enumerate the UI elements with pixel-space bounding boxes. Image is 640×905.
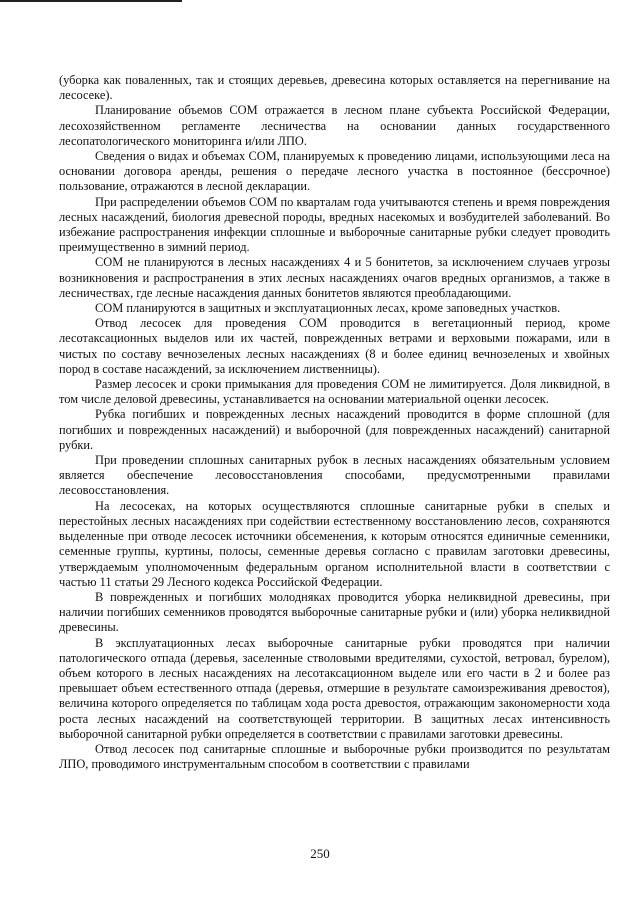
paragraph: На лесосеках, на которых осуществляются сплошные санитарные рубки в спелых и перестойных лесных насаждениях при содействии естественному восстановлению лесов, сохраняются выделенные при отводе лесосек источники обсеменения, к которым относятся единичные семенники, семенные группы, куртины, полосы, семенные деревья согласно с правилам заготовки древесины, утверждаемым уполномоченным федеральным органом исполнительной власти в соответствии с частью 11 статьи 29 Лесного кодекса Российской Федерации. [59,498,610,589]
paragraph: СОМ не планируются в лесных насаждениях 4 и 5 бонитетов, за исключением случаев угрозы возникновения и распространения в этих лесных насаждениях очагов вредных организмов, а также в лесничествах, где лесные насаждения данных бонитетов являются преобладающими. [59,255,610,300]
paragraph: Отвод лесосек под санитарные сплошные и выборочные рубки производится по результатам ЛПО, проводимого инструментальным способом в соответствии с правилами [59,741,610,772]
paragraph: При проведении сплошных санитарных рубок в лесных насаждениях обязательным условием является обеспечение лесовосстановления способами, предусмотренными правилами лесовосстановления. [59,453,610,498]
paragraph: Отвод лесосек для проведения СОМ проводится в вегетационный период, кроме лесотаксационных выделов или их частей, поврежденных ветрами и верховыми пожарами, или в чистых по составу вечнозеленых лесных насаждениях (8 и более единиц вечнозеленых и хвойных пород в составе насаждений, за исключением лиственницы). [59,316,610,376]
paragraph: В эксплуатационных лесах выборочные санитарные рубки проводятся при наличии патологического отпада (деревья, заселенные стволовыми вредителями, сухостой, ветровал, бурелом), объем которого в лесных насаждениях на лесотаксационном выделе или его части в 2 и более раз превышает объем естественного отпада (деревья, отмершие в результате самоизреживания древостоя), величина которого определяется по таблицам хода роста древостоя, отражающим закономерности хода роста лесных насаждений на соответствующей территории. В защитных лесах интенсивность выборочной санитарной рубки определяется в соответствии с правилами заготовки древесины. [59,635,610,741]
paragraph: Рубка погибших и поврежденных лесных насаждений проводится в форме сплошной (для погибших и поврежденных насаждений) и выборочной (для поврежденных насаждений) санитарной рубки. [59,407,610,452]
paragraph: Размер лесосек и сроки примыкания для проведения СОМ не лимитируется. Доля ликвидной, в том числе деловой древесины, устанавливается на основании материальной оценки лесосек. [59,377,610,407]
paragraph: Сведения о видах и объемах СОМ, планируемых к проведению лицами, использующими леса на основании договора аренды, решения о передаче лесного участка в постоянное (бессрочное) пользование, отражаются в лесной декларации. [59,149,610,194]
paragraph-continuation: (уборка как поваленных, так и стоящих деревьев, древесина которых оставляется на перегнивание на лесосеке). [59,73,610,103]
page-body [59,73,610,772]
paragraph: Планирование объемов СОМ отражается в лесном плане субъекта Российской Федерации, лесохозяйственном регламенте лесничества на основании данных государственного лесопатологического мониторинга и/или ЛПО. [59,103,610,148]
paragraph: СОМ планируются в защитных и эксплуатационных лесах, кроме заповедных участков. [95,301,561,316]
paragraph: В поврежденных и погибших молодняках проводится уборка неликвидной древесины, при наличии погибших семенников проводятся выборочные санитарные рубки и (или) уборка неликвидной древесины. [59,589,610,635]
page-number: 250 [310,846,330,861]
paragraph: При распределении объемов СОМ по кварталам года учитываются степень и время повреждения лесных насаждений, биология древесной породы, вредных насекомых и возбудителей заболеваний. Во избежание распространения инфекции сплошные и выборочные санитарные рубки следует проводить преимущественно в зимний период. [59,194,610,255]
top-rule [0,0,182,2]
